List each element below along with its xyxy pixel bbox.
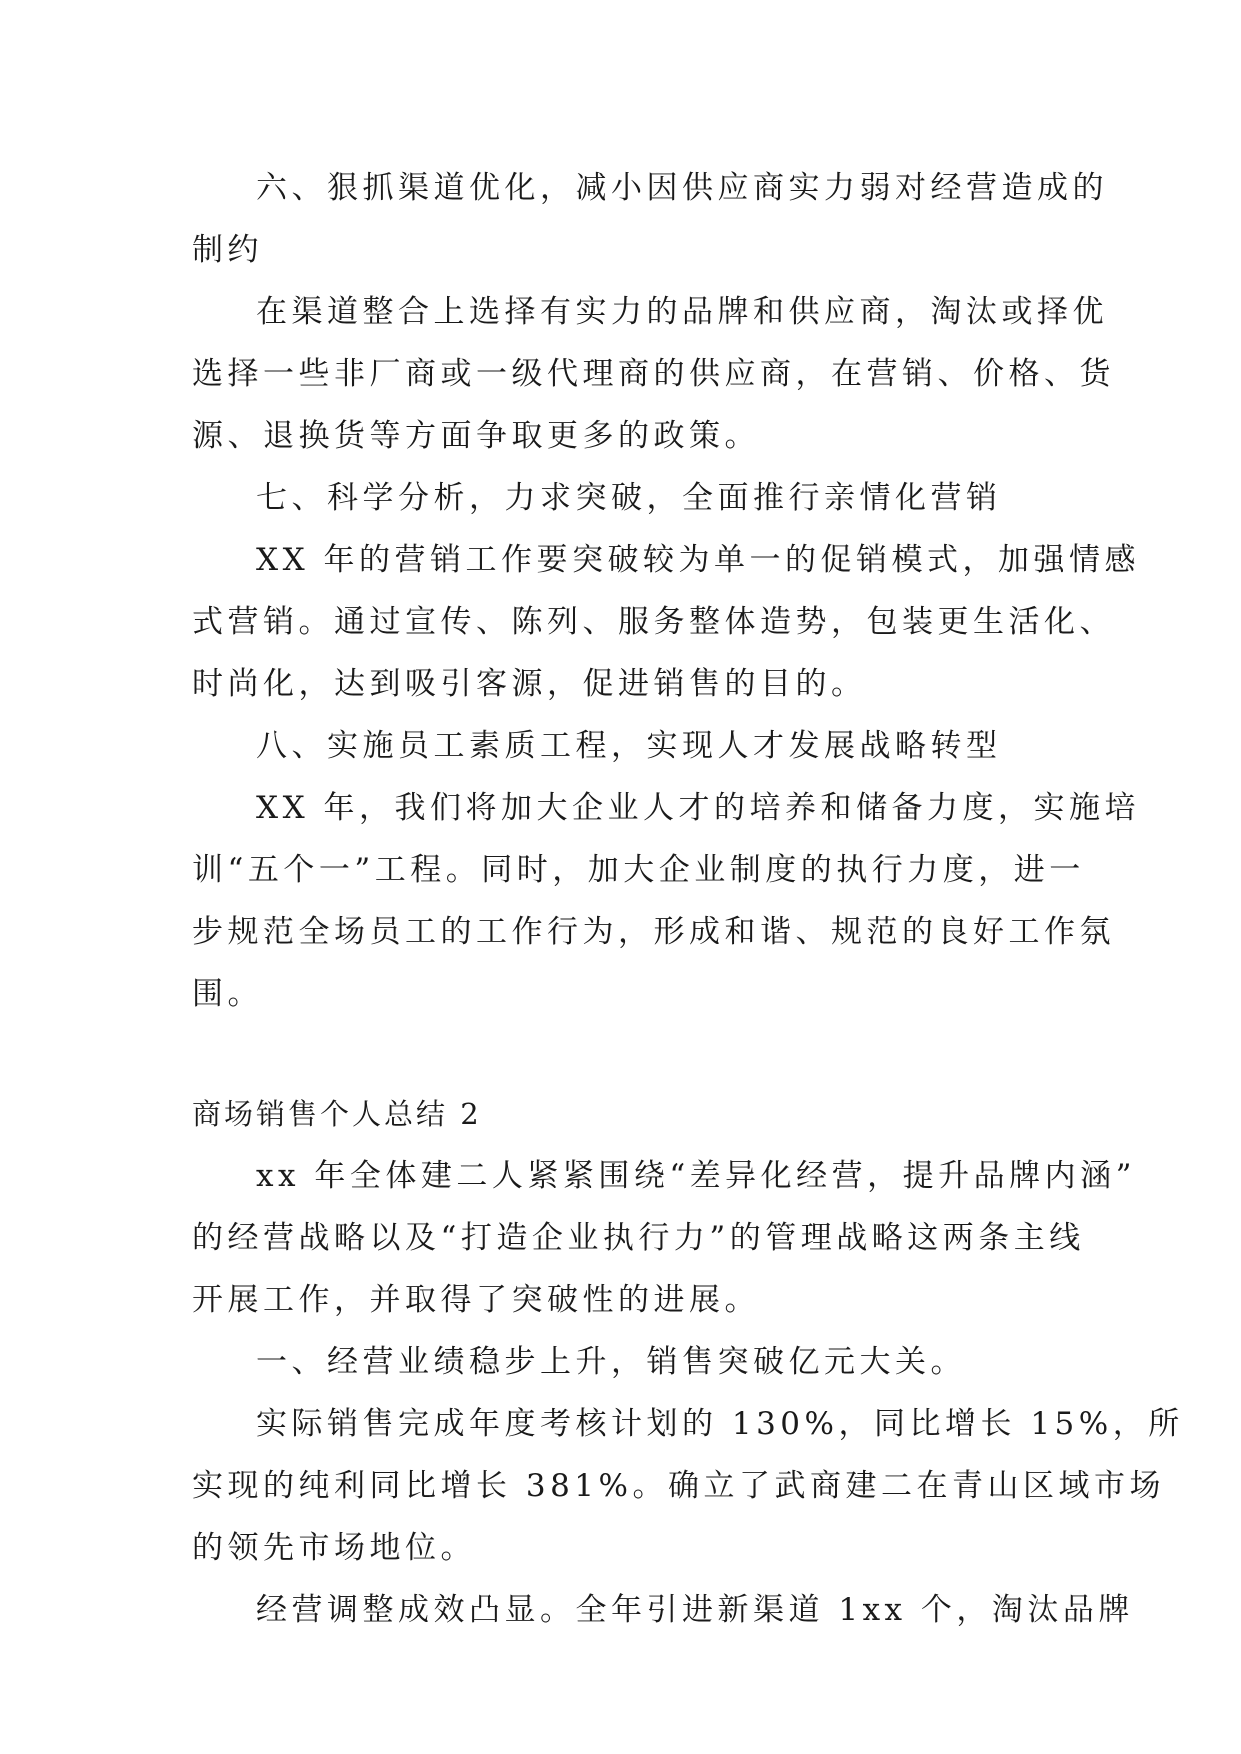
paragraph-line: XX 年，我们将加大企业人才的培养和储备力度，实施培 xyxy=(256,790,1140,826)
paragraph-line: 实际销售完成年度考核计划的 130%，同比增长 15%，所 xyxy=(256,1406,1184,1442)
heading-six: 六、狠抓渠道优化，减小因供应商实力弱对经营造成的 xyxy=(256,170,1108,206)
paragraph-line: XX 年的营销工作要突破较为单一的促销模式，加强情感 xyxy=(256,542,1140,578)
paragraph-line: 围。 xyxy=(192,976,263,1012)
paragraph-line: 源、退换货等方面争取更多的政策。 xyxy=(192,418,760,454)
heading-eight: 八、实施员工素质工程，实现人才发展战略转型 xyxy=(256,728,1002,764)
paragraph-line: 经营调整成效凸显。全年引进新渠道 1xx 个，淘汰品牌 xyxy=(256,1592,1134,1628)
paragraph-line: xx 年全体建二人紧紧围绕“差异化经营，提升品牌内涵” xyxy=(256,1158,1137,1194)
paragraph-line: 的领先市场地位。 xyxy=(192,1530,476,1566)
paragraph-line: 开展工作，并取得了突破性的进展。 xyxy=(192,1282,760,1318)
section-title: 商场销售个人总结 2 xyxy=(192,1097,482,1131)
paragraph-line: 式营销。通过宣传、陈列、服务整体造势，包装更生活化、 xyxy=(192,604,1115,640)
paragraph-line: 时尚化，达到吸引客源，促进销售的目的。 xyxy=(192,666,867,702)
heading-seven: 七、科学分析，力求突破，全面推行亲情化营销 xyxy=(256,480,1002,516)
paragraph-line: 选择一些非厂商或一级代理商的供应商，在营销、价格、货 xyxy=(192,356,1115,392)
document-body xyxy=(192,157,1184,1641)
heading-one: 一、经营业绩稳步上升，销售突破亿元大关。 xyxy=(256,1344,966,1380)
paragraph-line: 在渠道整合上选择有实力的品牌和供应商，淘汰或择优 xyxy=(256,294,1108,330)
paragraph-line: 的经营战略以及“打造企业执行力”的管理战略这两条主线 xyxy=(192,1220,1085,1256)
paragraph-line: 步规范全场员工的工作行为，形成和谐、规范的良好工作氛 xyxy=(192,914,1115,950)
paragraph-line: 训“五个一”工程。同时，加大企业制度的执行力度，进一 xyxy=(192,852,1085,888)
section-gap xyxy=(192,1025,1052,1083)
paragraph-line: 实现的纯利同比增长 381%。确立了武商建二在青山区域市场 xyxy=(192,1468,1165,1504)
paragraph-line: 制约 xyxy=(192,232,263,268)
